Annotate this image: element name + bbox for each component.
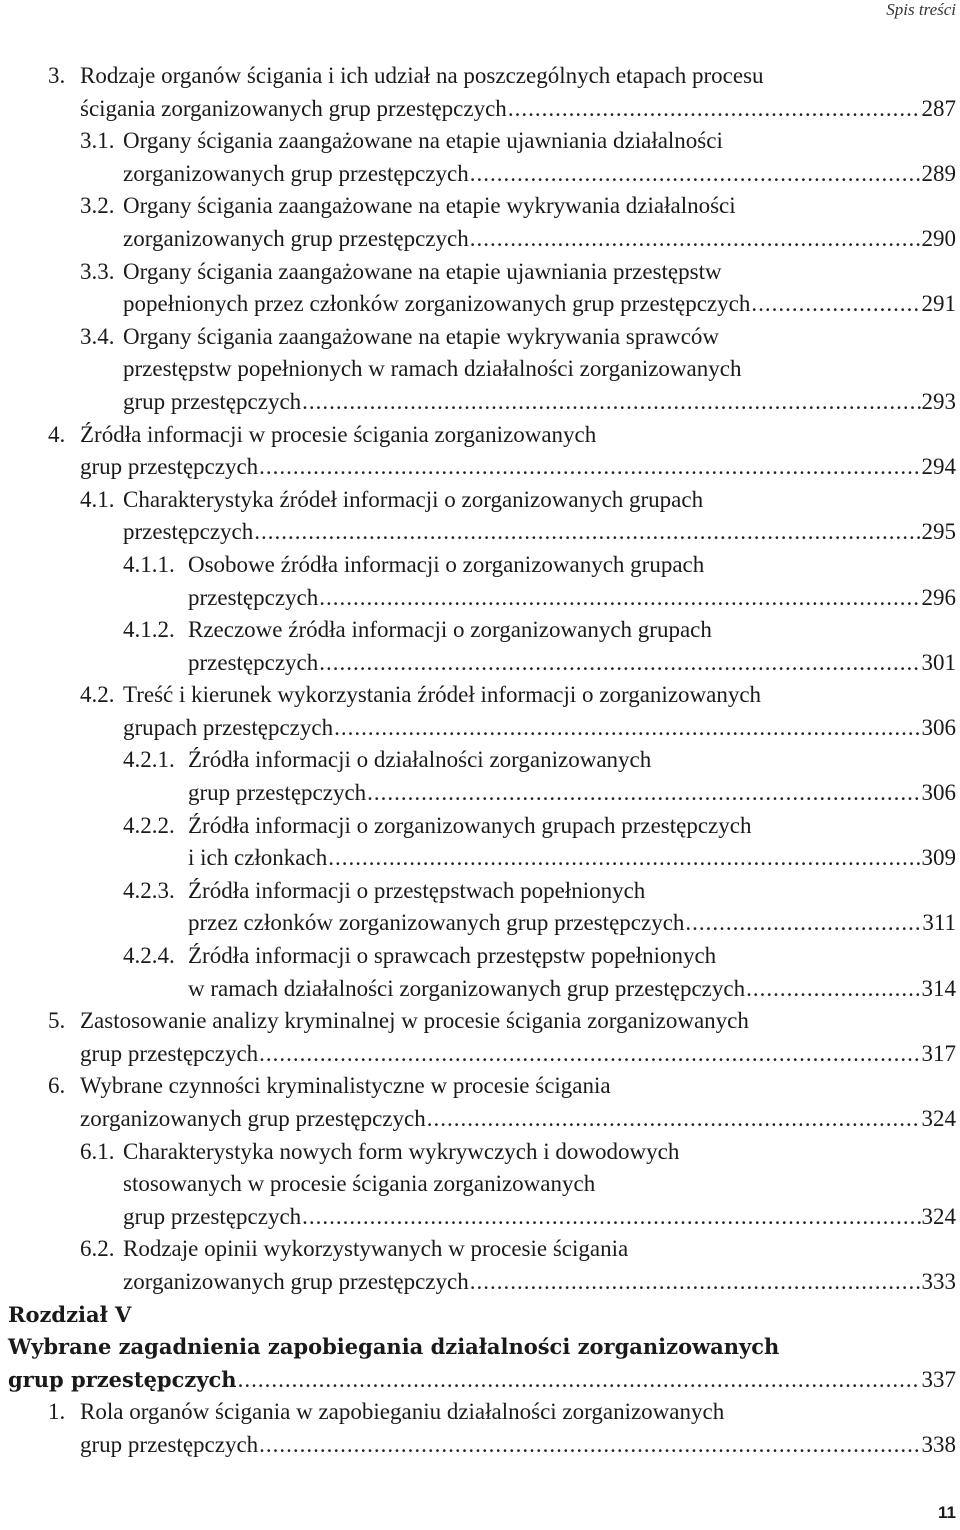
toc-entry-line: [188, 647, 960, 680]
toc-entry: [0, 1136, 960, 1234]
toc-entry-line: [80, 1038, 960, 1071]
toc-entry-number: 4.2.: [80, 682, 115, 708]
toc-entry-line: [188, 907, 960, 940]
toc-entry-page: 324: [921, 1106, 956, 1131]
toc-entry-title: przestępczych: [123, 519, 254, 545]
toc-entry-number: 4.1.: [80, 486, 115, 512]
running-head: Spis treści: [886, 0, 956, 19]
toc-entry-title: grup przestępczych: [123, 388, 302, 414]
dot-leader: [470, 223, 921, 256]
toc-entry-line: Wybrane zagadnienia zapobiegania działalności zorganizowanych: [8, 1334, 780, 1360]
toc-entry-title: zorganizowanych grup przestępczych: [123, 225, 469, 251]
toc-entry-line: [188, 973, 960, 1006]
toc-entry-page: 333: [921, 1268, 956, 1294]
toc-entry-line: [8, 1364, 960, 1397]
toc-entry-line: Zastosowanie analizy kryminalnej w procesie ścigania zorganizowanych: [80, 1008, 749, 1034]
toc-entry: [0, 419, 960, 484]
dot-leader: [470, 158, 921, 191]
toc-entry: [0, 875, 960, 940]
toc-entry-number: 5.: [48, 1008, 66, 1034]
dot-leader: [319, 647, 920, 680]
toc-entry: [0, 321, 960, 419]
toc-entry-number: 3.1.: [80, 128, 115, 154]
toc-entry-page: 338: [921, 1431, 956, 1457]
toc-entry: [0, 614, 960, 679]
toc-entry-title: grup przestępczych: [80, 454, 259, 480]
toc-entry-page: 324: [921, 1203, 956, 1229]
toc-entry-line: Rodzaje opinii wykorzystywanych w procesie ścigania: [123, 1236, 629, 1262]
page-number: 11: [938, 1503, 956, 1522]
toc-entry-line: [123, 288, 960, 321]
toc-entry-page: 291: [921, 291, 956, 317]
toc-entry: [0, 60, 960, 125]
toc-entry-number: 6.2.: [80, 1236, 115, 1262]
toc-entry-title: przestępczych: [188, 584, 319, 610]
toc-entry-title: grup przestępczych: [188, 780, 367, 806]
toc-entry: [0, 1396, 960, 1461]
dot-leader: [685, 907, 921, 940]
toc-entry-line: Osobowe źródła informacji o zorganizowanych grupach: [188, 551, 705, 577]
toc-entry-number: 3.3.: [80, 258, 115, 284]
toc-entry-line: [123, 1201, 960, 1234]
table-of-contents: [0, 60, 960, 1462]
toc-chapter-entry: [0, 1299, 960, 1397]
toc-entry-number: 4.2.1.: [123, 747, 175, 773]
toc-entry-line: Źródła informacji w procesie ścigania zorganizowanych: [80, 421, 597, 447]
dot-leader: [259, 1038, 920, 1071]
toc-entry-title: w ramach działalności zorganizowanych grup przestępczych: [188, 975, 746, 1001]
toc-entry-number: 4.2.3.: [123, 877, 175, 903]
toc-entry: [0, 940, 960, 1005]
toc-entry-page: 306: [921, 714, 956, 740]
dot-leader: [328, 842, 920, 875]
toc-entry-number: 4.1.2.: [123, 617, 175, 643]
toc-entry-page: 301: [921, 649, 956, 675]
toc-entry-number: 4.1.1.: [123, 551, 175, 577]
toc-entry: [0, 484, 960, 549]
dot-leader: [259, 451, 920, 484]
toc-entry-title: zorganizowanych grup przestępczych: [123, 1268, 469, 1294]
dot-leader: [508, 93, 921, 126]
toc-entry: [0, 1005, 960, 1070]
toc-entry-line: [123, 1266, 960, 1299]
toc-entry: [0, 190, 960, 255]
toc-entry-line: [188, 582, 960, 615]
toc-entry-title: popełnionych przez członków zorganizowanych grup przestępczych: [123, 291, 751, 317]
toc-entry-page: 309: [921, 845, 956, 871]
dot-leader: [751, 288, 920, 321]
toc-entry-number: 3.4.: [80, 323, 115, 349]
toc-entry: [0, 256, 960, 321]
toc-entry-line: Źródła informacji o przestępstwach popełnionych: [188, 877, 646, 903]
toc-entry-line: [188, 777, 960, 810]
toc-entry-page: 287: [921, 95, 956, 121]
dot-leader: [238, 1364, 921, 1397]
toc-entry-page: 290: [921, 225, 956, 251]
toc-entry-page: 296: [921, 584, 956, 610]
toc-entry-line: Źródła informacji o działalności zorganizowanych: [188, 747, 652, 773]
toc-entry-line: Organy ścigania zaangażowane na etapie ujawniania przestępstw: [123, 258, 722, 284]
dot-leader: [302, 386, 920, 419]
toc-entry: [0, 1233, 960, 1298]
dot-leader: [302, 1201, 920, 1234]
toc-entry-title: grup przestępczych: [80, 1040, 259, 1066]
toc-entry-line: Treść i kierunek wykorzystania źródeł informacji o zorganizowanych: [123, 682, 762, 708]
toc-entry-title: grup przestępczych: [80, 1431, 259, 1457]
toc-entry-line: [123, 223, 960, 256]
dot-leader: [367, 777, 920, 810]
toc-entry-line: Źródła informacji o sprawcach przestępstw popełnionych: [188, 943, 717, 969]
toc-entry-page: 311: [922, 910, 956, 936]
toc-entry-line: stosowanych w procesie ścigania zorganizowanych: [123, 1171, 596, 1197]
toc-entry: [0, 810, 960, 875]
toc-entry-title: przestępczych: [188, 649, 319, 675]
dot-leader: [746, 973, 920, 1006]
toc-entry: [0, 679, 960, 744]
toc-entry-line: Organy ścigania zaangażowane na etapie wykrywania działalności: [123, 193, 736, 219]
toc-entry: [0, 125, 960, 190]
toc-entry-title: przez członków zorganizowanych grup przestępczych: [188, 910, 685, 936]
toc-entry: [0, 549, 960, 614]
toc-entry-number: 3.2.: [80, 193, 115, 219]
toc-entry-page: 295: [921, 519, 956, 545]
toc-entry: [0, 1070, 960, 1135]
toc-entry-page: 306: [921, 780, 956, 806]
toc-entry-title: grup przestępczych: [123, 1203, 302, 1229]
toc-entry-line: [123, 516, 960, 549]
toc-entry-title: grup przestępczych: [8, 1366, 237, 1392]
toc-entry-page: 337: [921, 1366, 956, 1392]
toc-entry-line: [80, 93, 960, 126]
toc-entry-page: 294: [921, 454, 956, 480]
toc-entry-line: Źródła informacji o zorganizowanych grupach przestępczych: [188, 812, 752, 838]
toc-entry-number: 3.: [48, 63, 66, 88]
toc-entry-line: [80, 1103, 960, 1136]
toc-entry-line: [188, 842, 960, 875]
toc-entry-line: Organy ścigania zaangażowane na etapie wykrywania sprawców: [123, 323, 720, 349]
dot-leader: [254, 516, 920, 549]
toc-entry-line: [123, 158, 960, 191]
dot-leader: [334, 712, 920, 745]
toc-entry-line: Rodzaje organów ścigania i ich udział na poszczególnych etapach procesu: [80, 63, 764, 88]
toc-entry-number: 6.1.: [80, 1138, 115, 1164]
toc-entry-title: i ich członkach: [188, 845, 328, 871]
toc-entry-line: Organy ścigania zaangażowane na etapie ujawniania działalności: [123, 128, 723, 154]
dot-leader: [427, 1103, 921, 1136]
toc-entry-page: 293: [921, 388, 956, 414]
toc-entry-line: Wybrane czynności kryminalistyczne w procesie ścigania: [80, 1073, 611, 1099]
toc-entry-line: Charakterystyka źródeł informacji o zorganizowanych grupach: [123, 486, 704, 512]
toc-entry-title: zorganizowanych grup przestępczych: [80, 1106, 426, 1131]
toc-entry-line: Charakterystyka nowych form wykrywczych i dowodowych: [123, 1138, 680, 1164]
toc-entry-title: ścigania zorganizowanych grup przestępczych: [80, 95, 507, 121]
toc-entry-number: 4.2.4.: [123, 943, 175, 969]
toc-entry-line: [80, 451, 960, 484]
dot-leader: [259, 1429, 920, 1462]
toc-entry-title: grupach przestępczych: [123, 714, 334, 740]
toc-entry-page: 289: [921, 160, 956, 186]
toc-entry-line: [123, 712, 960, 745]
toc-entry-line: [80, 1429, 960, 1462]
toc-entry-line: [123, 386, 960, 419]
toc-entry-number: 4.2.2.: [123, 812, 175, 838]
toc-entry-page: 314: [921, 975, 956, 1001]
toc-entry-line: przestępstw popełnionych w ramach działalności zorganizowanych: [123, 356, 742, 382]
dot-leader: [319, 582, 920, 615]
toc-entry-line: Rzeczowe źródła informacji o zorganizowanych grupach: [188, 617, 712, 643]
dot-leader: [470, 1266, 921, 1299]
toc-entry-line: Rola organów ścigania w zapobieganiu działalności zorganizowanych: [80, 1399, 725, 1425]
toc-entry-number: 6.: [48, 1073, 66, 1099]
toc-entry-line: Rozdział V: [8, 1301, 132, 1327]
toc-entry-number: 1.: [48, 1399, 66, 1425]
toc-entry: [0, 744, 960, 809]
toc-entry-title: zorganizowanych grup przestępczych: [123, 160, 469, 186]
toc-entry-page: 317: [921, 1040, 956, 1066]
toc-entry-number: 4.: [48, 421, 66, 447]
